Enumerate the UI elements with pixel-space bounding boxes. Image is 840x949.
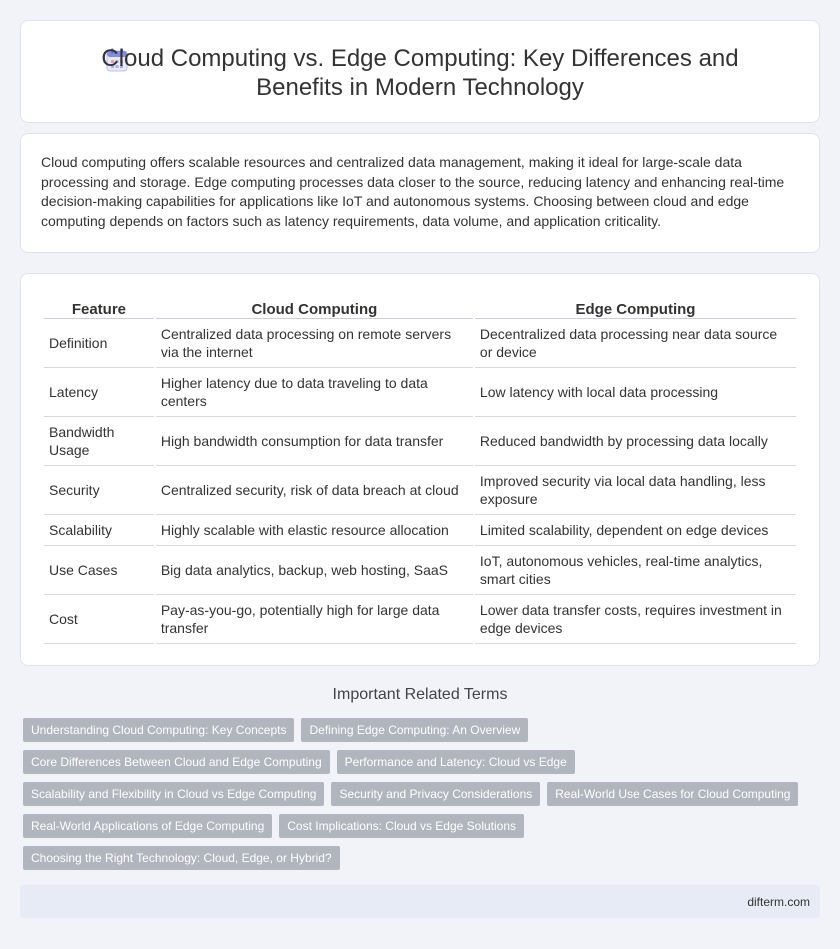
feature-cell: Latency <box>44 368 154 417</box>
cloud-cell: Centralized security, risk of data breach at cloud <box>156 466 473 515</box>
related-term-tag[interactable]: Performance and Latency: Cloud vs Edge <box>337 750 575 774</box>
related-term-tag[interactable]: Understanding Cloud Computing: Key Concepts <box>23 718 294 742</box>
cloud-cell: Highly scalable with elastic resource allocation <box>156 515 473 546</box>
table-row <box>44 319 796 368</box>
page-title <box>21 44 819 102</box>
edge-cell: Improved security via local data handling, less exposure <box>475 466 796 515</box>
related-term-tag[interactable]: Cost Implications: Cloud vs Edge Solutions <box>279 814 524 838</box>
page-title-line2: Benefits in Modern Technology <box>256 74 584 101</box>
related-term-tag[interactable]: Real-World Applications of Edge Computing <box>23 814 272 838</box>
comparison-table-card <box>20 273 820 666</box>
table-row <box>44 368 796 417</box>
edge-cell: Lower data transfer costs, requires investment in edge devices <box>475 595 796 644</box>
header-card <box>20 20 820 123</box>
related-term-tag[interactable]: Real-World Use Cases for Cloud Computing <box>547 782 798 806</box>
cloud-cell: Pay-as-you-go, potentially high for large data transfer <box>156 595 473 644</box>
feature-cell: Definition <box>44 319 154 368</box>
table-row <box>44 466 796 515</box>
header-feature: Feature <box>44 297 154 319</box>
header-cloud: Cloud Computing <box>156 297 473 319</box>
cloud-cell: Big data analytics, backup, web hosting, SaaS <box>156 546 473 595</box>
related-term-tag[interactable]: Security and Privacy Considerations <box>331 782 540 806</box>
related-term-tag[interactable]: Core Differences Between Cloud and Edge Computing <box>23 750 330 774</box>
table-row <box>44 546 796 595</box>
comparison-table <box>42 297 798 644</box>
related-term-tag[interactable]: Defining Edge Computing: An Overview <box>301 718 528 742</box>
feature-cell: Bandwidth Usage <box>44 417 154 466</box>
edge-cell: Limited scalability, dependent on edge devices <box>475 515 796 546</box>
edge-cell: Low latency with local data processing <box>475 368 796 417</box>
edge-cell: IoT, autonomous vehicles, real-time analytics, smart cities <box>475 546 796 595</box>
related-term-tag[interactable]: Choosing the Right Technology: Cloud, Edge, or Hybrid? <box>23 846 340 870</box>
edge-cell: Reduced bandwidth by processing data locally <box>475 417 796 466</box>
feature-cell: Scalability <box>44 515 154 546</box>
table-row <box>44 417 796 466</box>
cloud-cell: Higher latency due to data traveling to data centers <box>156 368 473 417</box>
related-term-tag[interactable]: Scalability and Flexibility in Cloud vs Edge Computing <box>23 782 324 806</box>
edge-cell: Decentralized data processing near data source or device <box>475 319 796 368</box>
page-title-line1: Cloud Computing vs. Edge Computing: Key Differences and <box>101 45 739 72</box>
cloud-cell: High bandwidth consumption for data transfer <box>156 417 473 466</box>
cloud-cell: Centralized data processing on remote servers via the internet <box>156 319 473 368</box>
table-row <box>44 595 796 644</box>
footer-site-link[interactable]: difterm.com <box>747 895 810 909</box>
intro-card <box>20 133 820 253</box>
related-terms-title: Important Related Terms <box>332 686 508 703</box>
related-terms-list <box>23 718 813 878</box>
intro-paragraph: Cloud computing offers scalable resources and centralized data management, making it ideal for large-scale data processing and storage. Edge computing processes data closer to the source, reducing latency and enhancing real-time decision-making capabilities for applications like IoT and autonomous systems. Choosing between cloud and edge computing depends on factors such as latency requirements, data volume, and application criticality. <box>41 154 785 229</box>
footer <box>20 885 820 918</box>
table-row <box>44 515 796 546</box>
table-header-row <box>44 297 796 319</box>
feature-cell: Use Cases <box>44 546 154 595</box>
header-edge: Edge Computing <box>475 297 796 319</box>
feature-cell: Security <box>44 466 154 515</box>
feature-cell: Cost <box>44 595 154 644</box>
